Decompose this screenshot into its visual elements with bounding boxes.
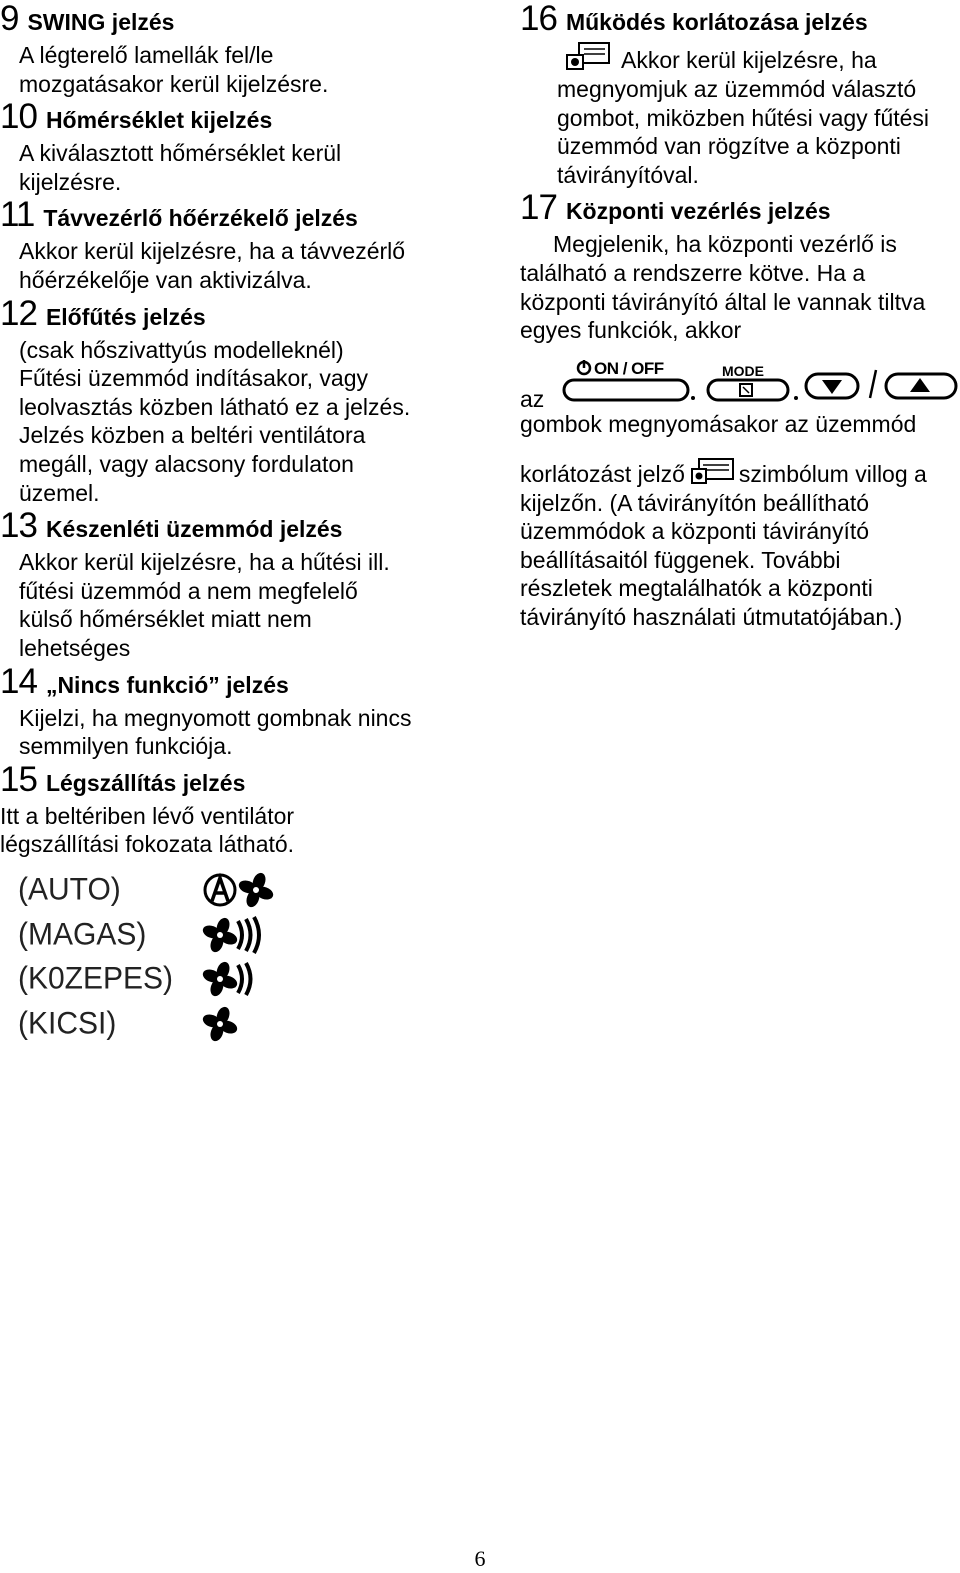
mode-label: MODE <box>722 363 764 379</box>
section-number: 13 <box>0 506 37 546</box>
right-column <box>520 0 960 345</box>
text-line: gombok megnyomásakor az üzemmód <box>520 411 917 437</box>
fan-low-icons <box>202 1004 276 1044</box>
section-15 <box>0 761 470 859</box>
text-line: részletek megtalálhatók a központi <box>520 575 873 602</box>
section-9 <box>0 0 470 98</box>
text-line: Akkor kerül kijelzésre, ha a hűtési ill. <box>19 549 390 576</box>
section-text <box>520 230 960 344</box>
section-16 <box>520 0 960 189</box>
fan-row-kicsi <box>18 1002 276 1047</box>
section-title: Távvezérlő hőérzékelő jelzés <box>43 205 358 232</box>
text-line: lehetséges <box>19 634 131 661</box>
text-line: A légterelő lamellák fel/le <box>19 42 274 68</box>
section-title: SWING jelzés <box>27 9 175 35</box>
section-title: Hőmérséklet kijelzés <box>45 107 273 134</box>
text-line: légszállítási fokozata látható. <box>0 831 295 858</box>
text-line: mozgatásakor kerül kijelzésre. <box>19 70 329 97</box>
text-line: kijelzésre. <box>19 168 122 195</box>
section-title: Előfűtés jelzés <box>45 303 206 330</box>
text-line: megnyomjuk az üzemmód választó <box>557 76 917 102</box>
text-line: Akkor kerül kijelzésre, ha <box>621 47 877 74</box>
text-line: szimbólum villog a <box>738 461 927 487</box>
section-text <box>0 548 470 662</box>
section-17-continued <box>520 410 960 632</box>
section-11 <box>0 196 470 294</box>
central-control-icon <box>691 457 735 487</box>
text-line: központi távirányító által le vannak tiltva <box>520 288 926 315</box>
text-line: üzemmód van rögzítve a központi <box>557 133 901 160</box>
text-az: az <box>520 386 545 412</box>
section-text <box>0 139 470 196</box>
section-number: 10 <box>0 97 37 137</box>
fan-level-table <box>18 868 276 1046</box>
section-title: Működés korlátozása jelzés <box>565 9 868 35</box>
fan-auto-icon <box>202 870 276 910</box>
text-line: kijelzőn. (A távirányítón beállítható <box>520 489 870 516</box>
text-line: (csak hőszivattyús modelleknél) <box>19 336 344 363</box>
section-number: 12 <box>0 293 37 333</box>
section-text <box>0 336 470 508</box>
text-line: korlátozást jelző <box>520 461 685 487</box>
section-text <box>0 237 470 294</box>
text-line: üzemmódok a központi távirányító <box>520 518 870 545</box>
section-title: „Nincs funkció” jelzés <box>45 671 289 698</box>
fan-medium-icon <box>202 959 276 999</box>
text-line: Kijelzi, ha megnyomott gombnak nincs <box>19 704 412 731</box>
section-text <box>0 704 470 761</box>
section-12 <box>0 295 470 508</box>
section-14 <box>0 663 470 761</box>
text-line: üzemel. <box>19 479 100 506</box>
section-number: 15 <box>0 759 37 799</box>
section-number: 9 <box>0 0 19 38</box>
text-line: távirányítóval. <box>557 161 699 188</box>
text-line: gombot, miközben hűtési vagy fűtési <box>557 104 930 131</box>
text-line: egyes funkciók, akkor <box>520 317 742 344</box>
left-column <box>0 0 470 859</box>
text-line-with-icon <box>520 457 960 489</box>
section-17 <box>520 189 960 344</box>
section-number: 14 <box>0 661 37 701</box>
fan-row-kozepes <box>18 957 276 1002</box>
fan-auto-icons <box>202 870 276 910</box>
fan-high-icon <box>202 915 276 955</box>
text-line: Itt a beltériben lévő ventilátor <box>0 802 295 829</box>
mode-button-icon <box>706 360 802 406</box>
text-line: Megjelenik, ha központi vezérlő is <box>553 231 897 258</box>
temp-up-down-buttons <box>802 368 960 408</box>
section-text <box>520 41 960 189</box>
text-line: Akkor kerül kijelzésre, ha a távvezérlő <box>19 238 406 265</box>
text-line: külső hőmérséklet miatt nem <box>19 606 312 633</box>
fan-level-label: (KICSI) <box>18 1005 117 1041</box>
text-line: megáll, vagy alacsony fordulaton <box>19 450 354 477</box>
section-title: Központi vezérlés jelzés <box>565 198 831 225</box>
section-number: 11 <box>0 195 35 235</box>
fan-high-icons <box>202 915 276 955</box>
section-13 <box>0 507 470 662</box>
text-line: semmilyen funkciója. <box>19 733 233 760</box>
text-line: A kiválasztott hőmérséklet kerül <box>19 140 342 167</box>
section-title: Készenléti üzemmód jelzés <box>45 516 343 543</box>
section-text <box>0 41 470 98</box>
on-off-button-icon <box>560 358 696 406</box>
fan-level-label: (K0ZEPES) <box>18 961 174 997</box>
operation-lock-icon <box>565 41 613 75</box>
fan-level-label: (AUTO) <box>18 872 121 908</box>
text-line: leolvasztás közben látható ez a jelzés. <box>19 393 411 420</box>
text-line: hőérzékelője van aktivizálva. <box>19 266 312 293</box>
text-line: beállításaitól függenek. További <box>520 546 841 573</box>
on-off-label: ON / OFF <box>594 359 664 378</box>
fan-row-auto <box>18 868 276 913</box>
section-number: 17 <box>520 188 557 228</box>
text-line: fűtési üzemmód a nem megfelelő <box>19 577 358 604</box>
page-number: 6 <box>474 1546 486 1571</box>
fan-low-icon <box>202 1004 276 1044</box>
text-line: Jelzés közben a beltéri ventilátora <box>19 422 366 449</box>
fan-row-magas <box>18 913 276 958</box>
section-number: 16 <box>520 0 557 38</box>
section-title: Légszállítás jelzés <box>45 769 246 796</box>
text-line: távirányító használati útmutatójában.) <box>520 603 903 630</box>
fan-level-label: (MAGAS) <box>18 916 147 952</box>
text-line: Fűtési üzemmód indításakor, vagy <box>19 365 368 392</box>
fan-medium-icons <box>202 959 276 999</box>
section-10 <box>0 98 470 196</box>
remote-buttons-row <box>520 358 960 412</box>
section-text <box>0 802 470 859</box>
text-line: található a rendszerre kötve. Ha a <box>520 259 866 286</box>
text-line-with-icon <box>557 41 960 75</box>
